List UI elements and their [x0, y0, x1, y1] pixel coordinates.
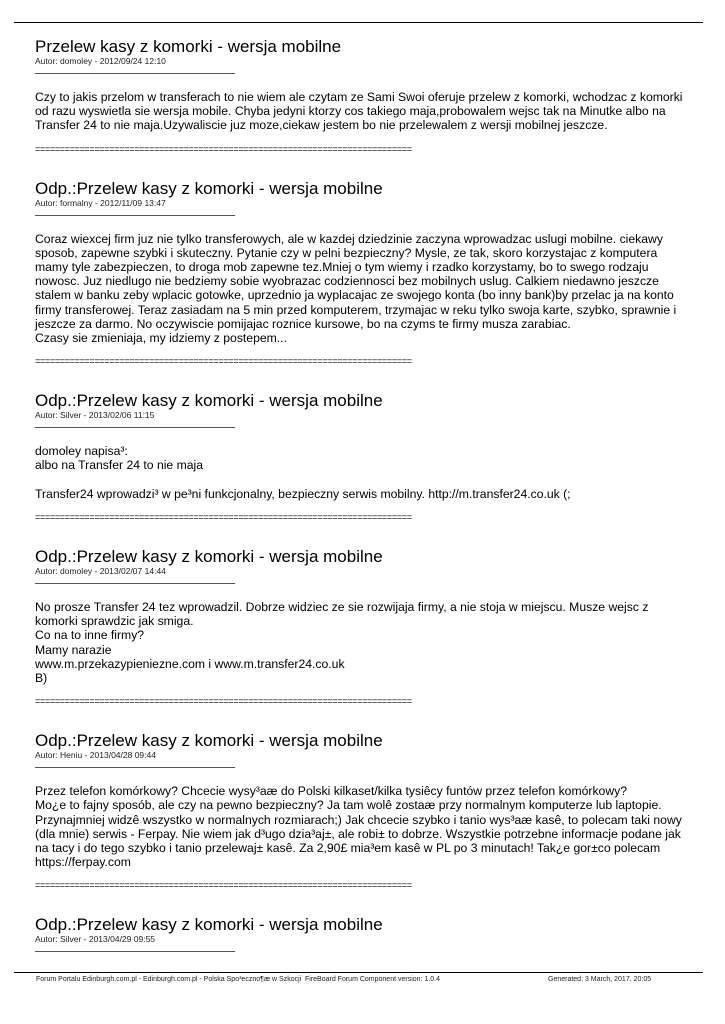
post-meta: Autor: Silver - 2013/02/06 11:15 — [35, 410, 155, 421]
post — [35, 915, 690, 952]
post-meta: Autor: formalny - 2012/11/09 13:47 — [35, 197, 166, 208]
footer-rule — [14, 972, 703, 973]
post-body: Przez telefon komórkowy? Chcecie wysy³aæ do Polski kilkaset/kilka tysiêcy funtów przez telefon komórkowy? Mo¿e to fajny sposób, ale czy na pewno bezpieczny? Ja tam wolê zostaæ przy normalnym komputerze lub laptopie. Przynajmniej widzê wszystko w normalnych rozmiarach;) Jak chcecie szybko i tanio wys³aæ kasê, to polecam taki nowy (dla mnie) serwis - Ferpay. Nie wiem jak d³ugo dzia³aj±, ale robi± to dobrze. Wszystkie potrzebne informacje podane jak na tacy i do tego szybko i tanio przelewaj± kasê. Za 2,90£ mia³em kasê w PL po 3 minutach! Tak¿e gor±co polecam https://ferpay.com — [35, 784, 682, 870]
post-title: Odp.:Przelew kasy z komorki - wersja mobilne — [35, 391, 383, 411]
post-list — [35, 37, 690, 970]
post — [35, 731, 690, 890]
post-separator: ============================================================================ — [35, 143, 412, 154]
post-body: Coraz wiexcej firm juz nie tylko transferowych, ale w kazdej dziedzinie zaczyna wprowadzac uslugi mobilne. ciekawy sposob, zapewne szybki i skuteczny. Pytanie czy w pelni bezpieczny? Mysle, ze tak, skoro korzystajac z komputera mamy tyle zabezpieczen, to droga mob zapewne tez.Mniej o tym wiemy i rzadko korzystamy, bo to swego rodzaju nowosc. Juz niedlugo nie bedziemy sobie wyobrazac codziennosci bez mobilnych uslug. Calkiem niedawno jeszcze stalem w banku zeby wplacic gotowke, uprzednio ja wyplacajac ze swojego konta (bo inny bank)by przelac ja na konto firmy transferowej. Teraz zasiadam na 5 min przed komputerem, trzymajac w reku tylko swoja karte, szybko, sprawnie i jeszcze za darmo. No oczywiscie pomijajac roznice kursowe, bo na czyms te firmy musza zarabiac. Czasy sie zmieniaja, my idziemy z postepem... — [35, 231, 677, 346]
post-body: Czy to jakis przelom w transferach to nie wiem ale czytam ze Sami Swoi oferuje przelew z komorki, wchodzac z komorki od razu wyswietla sie wersja mobile. Chyba jedyni ktorzy cos takiego maja,probowalem wejsc tak na Minutke albo na Transfer 24 to nie maja.Uzywaliscie juz moze,ciekaw jestem bo nie przelewalem z wersji mobilnej jeszcze. — [35, 90, 683, 133]
footer-component-version: FireBoard Forum Component version: 1.0.4 — [305, 976, 441, 983]
post-rule — [35, 215, 235, 216]
post-separator: ============================================================================ — [35, 512, 412, 523]
post — [35, 37, 690, 154]
post-separator: ============================================================================ — [35, 356, 412, 367]
post-title: Przelew kasy z komorki - wersja mobilne — [35, 37, 342, 56]
post-body: No prosze Transfer 24 tez wprowadzil. Dobrze widziec ze sie rozwijaja firmy, a nie stoja w miejscu. Musze wejsc z komorki sprawdzic jak smiga. Co na to inne firmy? Mamy narazie www.m.przekazypieniezne.com i www.m.transfer24.co.uk B) — [35, 600, 649, 686]
post-rule — [35, 951, 235, 952]
post-rule — [35, 583, 235, 584]
post-rule — [35, 73, 235, 74]
footer-site-name: Forum Portalu Edinburgh.com.pl - Edinburgh.com.pl - Polska Spo³eczno¶æ w Szkocji — [36, 976, 302, 983]
post-meta: Autor: domoley - 2013/02/07 14:44 — [35, 566, 166, 577]
post-title: Odp.:Przelew kasy z komorki - wersja mobilne — [35, 547, 383, 567]
post-title: Odp.:Przelew kasy z komorki - wersja mobilne — [35, 915, 383, 935]
post-meta: Autor: Silver - 2013/04/29 09:55 — [35, 934, 156, 945]
footer-generated-date: Generated: 3 March, 2017, 20:05 — [548, 976, 652, 983]
post — [35, 179, 690, 367]
post-rule — [35, 427, 235, 428]
post — [35, 391, 690, 522]
post — [35, 547, 690, 706]
post-meta: Autor: Heniu - 2013/04/28 09:44 — [35, 750, 156, 761]
post-title: Odp.:Przelew kasy z komorki - wersja mobilne — [35, 731, 383, 751]
post-body: domoley napisa³: albo na Transfer 24 to nie maja Transfer24 wprowadzi³ w pe³ni funkcjonalny, bezpieczny serwis mobilny. http://m.transfer24.co.uk (; — [35, 444, 571, 501]
post-separator: ============================================================================ — [35, 880, 412, 891]
post-separator: ============================================================================ — [35, 696, 412, 707]
post-title: Odp.:Przelew kasy z komorki - wersja mobilne — [35, 178, 383, 198]
post-rule — [35, 767, 235, 768]
post-meta: Autor: domoley - 2012/09/24 12:10 — [35, 56, 166, 66]
